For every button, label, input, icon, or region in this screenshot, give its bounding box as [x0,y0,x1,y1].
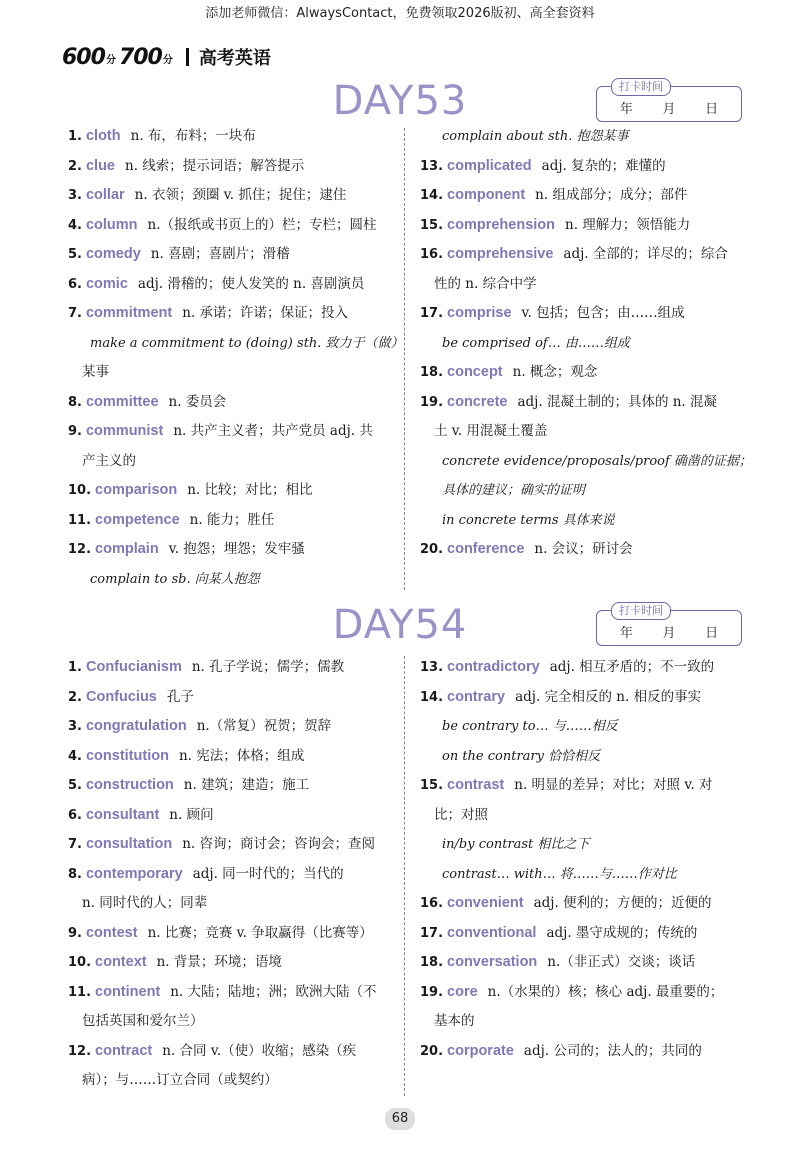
vocab-entry [68,742,413,772]
day54-checkin-box [596,604,742,646]
entry-word: cloth [85,128,121,144]
vocab-entry [68,535,413,565]
entry-definition: n.（非正式）交谈；谈话 [547,954,696,970]
example-phrase: on the contrary 恰恰相反 [442,748,601,764]
entry-word: conventional [447,924,537,941]
entry-definition: adj. 公司的；法人的；共同的 [523,1042,702,1059]
day53-title: DAY53 [332,78,468,124]
entry-number: 18. [420,955,444,970]
example-phrase: complain to sb. 向某人抱怨 [90,571,260,587]
entry-number: 14. [420,689,444,705]
brand-logo: $600^分$ $700^分$ [62,44,173,70]
entry-word: committee [85,393,159,410]
checkin-year: 年 [619,102,633,117]
entry-definition: n. 喜剧；喜剧片；滑稽 [150,246,290,262]
entry-definition: n. 衣领；颈圈 v. 抓住；捉住；逮住 [134,187,347,203]
entry-number: 10. [68,955,92,970]
entry-number: 5. [68,778,82,793]
entry-definition: n. 孔子学说；儒学；儒教 [191,659,345,675]
day53-checkin-box [596,80,742,122]
vocab-entry [68,801,413,831]
entry-word: consultation [85,836,173,852]
entry-definition: n. 咨询；商讨会；咨询会；查阅 [182,836,375,852]
entry-word: concept [447,364,503,380]
vocab-entry [68,919,413,949]
entry-definition: n. 会议；研讨会 [534,541,633,557]
entry-word: contemporary [85,865,183,882]
entry-definition: n. 理解力；领悟能力 [565,216,691,233]
entry-number: 2. [68,689,82,705]
entry-definition: n.（水果的）核；核心 adj. 最重要的； [487,983,724,1000]
example-phrase: complain about sth. 抱怨某事 [442,129,629,144]
entry-number: 16. [420,247,444,262]
entry-word: Confucius [85,688,157,705]
checkin-year: 年 [619,626,633,641]
vocab-entry [68,771,413,801]
entry-word: complicated [447,157,532,174]
entry-number: 20. [420,1043,444,1059]
vocab-entry [420,358,750,388]
entry-word: consultant [85,806,160,823]
vocab-entry [420,978,750,1008]
entry-word: collar [85,187,125,203]
definition-continuation: 某事 [82,364,109,380]
vocab-entry [420,683,750,713]
entry-definition: adj. 便利的；方便的；近便的 [533,895,712,911]
entry-word: comprehensive [447,246,554,262]
vocab-entry [420,653,750,683]
entry-definition: v. 包括；包含；由……组成 [521,305,685,321]
entry-definition: n. 委员会 [168,393,227,410]
vocab-entry [68,270,413,300]
entry-definition: adj. 相互矛盾的；不一致的 [549,659,715,675]
entry-number: 19. [420,394,444,410]
vocab-entry [420,181,750,211]
entry-number: 17. [420,306,444,321]
brand-header [62,42,271,72]
vocab-entry [420,771,750,801]
entry-definition: n. 建筑；建造；施工 [183,777,310,793]
day53-right-column [420,122,750,565]
vocab-entry [68,683,413,713]
entry-word: comprise [447,305,512,321]
entry-word: contrast [447,777,505,793]
example-phrase: 具体的建议；确实的证明 [442,483,586,498]
entry-definition: adj. 全部的；详尽的；综合 [563,246,728,262]
vocab-entry [68,181,413,211]
entry-definition: adj. 同一时代的；当代的 [192,865,344,882]
entry-word: contrary [447,688,506,705]
entry-definition: adj. 墨守成规的；传统的 [546,924,698,941]
entry-number: 9. [68,925,82,941]
vocab-entry [420,299,750,329]
entry-number: 7. [68,837,82,852]
entry-word: constitution [85,747,169,764]
checkin-label: 打卡时间 [611,602,671,620]
vocab-entry [68,948,413,978]
vocab-entry [420,240,750,270]
entry-number: 13. [420,660,444,675]
entry-number: 8. [68,394,82,410]
watermark-text: 添加老师微信：AlwaysContact，免费领取2026版初、高全套资料 [205,6,595,21]
vocab-entry [420,211,750,241]
vocab-entry [68,1037,413,1067]
entry-number: 17. [420,925,444,941]
vocab-entry [68,712,413,742]
entry-number: 16. [420,896,444,911]
example-phrase: be contrary to… 与……相反 [442,719,618,734]
entry-number: 4. [68,748,82,764]
entry-number: 3. [68,188,82,203]
definition-continuation: 土 v. 用混凝土覆盖 [434,423,548,439]
vocab-entry [420,889,750,919]
entry-word: Confucianism [85,659,182,675]
entry-word: concrete [447,393,508,410]
vocab-entry [420,388,750,418]
example-phrase: in/by contrast 相比之下 [442,837,590,852]
entry-word: complain [95,541,159,557]
entry-word: convenient [447,895,524,911]
day54-left-column [68,653,413,1096]
brand-separator [186,48,189,66]
vocab-entry [68,240,413,270]
entry-definition: adj. 复杂的；难懂的 [541,157,666,174]
entry-number: 1. [68,129,82,144]
entry-word: clue [85,157,115,174]
entry-number: 15. [420,217,444,233]
vocab-entry [68,299,413,329]
entry-definition: n. 能力；胜任 [189,511,275,528]
vocab-entry [68,417,413,447]
vocab-entry [68,388,413,418]
entry-word: conference [447,541,525,557]
entry-number: 2. [68,158,82,174]
entry-word: congratulation [85,718,187,734]
entry-definition: 孔子 [166,688,194,705]
vocab-entry [68,152,413,182]
entry-definition: n. 线索；提示词语；解答提示 [125,157,305,174]
entry-word: construction [85,777,174,793]
entry-word: continent [95,983,161,1000]
entry-number: 11. [68,984,92,1000]
day54-title: DAY54 [332,602,468,648]
vocab-entry [68,211,413,241]
entry-word: contradictory [447,659,540,675]
vocab-entry [68,860,413,890]
entry-word: competence [95,511,180,528]
entry-word: contest [85,924,138,941]
vocab-entry [420,948,750,978]
entry-definition: n.（常复）祝贺；贺辞 [196,718,332,734]
vocab-entry [420,1037,750,1067]
entry-definition: n.（报纸或书页上的）栏；专栏；圆柱 [147,216,377,233]
entry-definition: n. 宪法；体格；组成 [178,747,305,764]
entry-number: 14. [420,188,444,203]
entry-definition: adj. 混凝土制的；具体的 n. 混凝 [517,393,718,410]
definition-continuation: 性的 n. 综合中学 [434,275,537,292]
entry-definition: n. 顾问 [169,806,214,823]
entry-number: 13. [420,158,444,174]
entry-definition: n. 共产主义者；共产党员 adj. 共 [173,423,373,439]
brand-name: 高考英语 [198,48,271,69]
entry-number: 3. [68,719,82,734]
vocab-entry [68,476,413,506]
definition-continuation: 比；对照 [434,806,488,823]
entry-word: column [85,216,138,233]
entry-number: 19. [420,984,444,1000]
vocab-entry [68,506,413,536]
vocab-entry [68,830,413,860]
entry-definition: n. 大陆；陆地；洲；欧洲大陆（不 [170,983,377,1000]
vocab-entry [68,122,413,152]
definition-continuation: 产主义的 [82,452,136,469]
entry-definition: n. 组成部分；成分；部件 [535,187,688,203]
vocab-entry [420,535,750,565]
entry-word: component [447,187,526,203]
entry-number: 4. [68,217,82,233]
entry-definition: n. 概念；观念 [512,364,598,380]
entry-definition: n. 背景；环境；语境 [156,954,282,970]
definition-continuation: n. 同时代的人；同辈 [82,895,208,911]
vocab-entry [68,653,413,683]
entry-definition: n. 布，布料；一块布 [130,128,256,144]
entry-number: 1. [68,660,82,675]
checkin-day: 日 [705,102,719,117]
entry-definition: v. 抱怨；埋怨；发牢骚 [168,541,305,557]
example-phrase: make a commitment to (doing) sth. 致力于（做） [90,335,404,351]
definition-continuation: 病）；与……订立合同（或契约） [82,1072,278,1088]
vocab-entry [420,152,750,182]
entry-word: comprehension [447,216,555,233]
entry-number: 20. [420,542,444,557]
definition-continuation: 基本的 [434,1013,475,1029]
entry-word: commitment [85,305,173,321]
entry-word: comedy [85,246,141,262]
entry-definition: adj. 完全相反的 n. 相反的事实 [515,688,702,705]
checkin-month: 月 [662,626,676,641]
checkin-day: 日 [705,626,719,641]
day53-left-column [68,122,413,594]
entry-definition: n. 明显的差异；对比；对照 v. 对 [514,777,713,793]
example-phrase: in concrete terms 具体来说 [442,512,615,528]
entry-number: 8. [68,866,82,882]
entry-word: comic [85,275,128,292]
page-number: 68 [385,1108,415,1130]
entry-word: corporate [447,1042,514,1059]
example-phrase: concrete evidence/proposals/proof 确凿的证据； [442,453,752,469]
entry-definition: n. 比赛；竞赛 v. 争取赢得（比赛等） [147,924,373,941]
entry-number: 6. [68,807,82,823]
example-phrase: contrast… with… 将……与……作对比 [442,866,677,882]
entry-number: 11. [68,512,92,528]
entry-number: 15. [420,778,444,793]
entry-definition: n. 承诺；许诺；保证；投入 [182,305,348,321]
entry-number: 10. [68,483,92,498]
vocab-entry [68,978,413,1008]
definition-continuation: 包括英国和爱尔兰） [82,1013,204,1029]
entry-word: communist [85,423,164,439]
entry-word: core [447,983,478,1000]
entry-definition: n. 比较；对比；相比 [187,482,313,498]
entry-number: 7. [68,306,82,321]
day54-right-column [420,653,750,1066]
checkin-month: 月 [662,102,676,117]
entry-word: comparison [95,482,178,498]
entry-definition: adj. 滑稽的；使人发笑的 n. 喜剧演员 [137,275,365,292]
entry-word: context [95,954,147,970]
entry-number: 12. [68,542,92,557]
vocab-entry [420,919,750,949]
example-phrase: be comprised of… 由……组成 [442,335,630,351]
entry-number: 9. [68,424,82,439]
entry-number: 12. [68,1043,92,1059]
entry-number: 6. [68,276,82,292]
entry-number: 5. [68,247,82,262]
checkin-label: 打卡时间 [611,78,671,96]
entry-definition: n. 合同 v.（使）收缩；感染（疾 [162,1042,357,1059]
entry-number: 18. [420,365,444,380]
entry-word: conversation [447,954,538,970]
entry-word: contract [95,1042,153,1059]
